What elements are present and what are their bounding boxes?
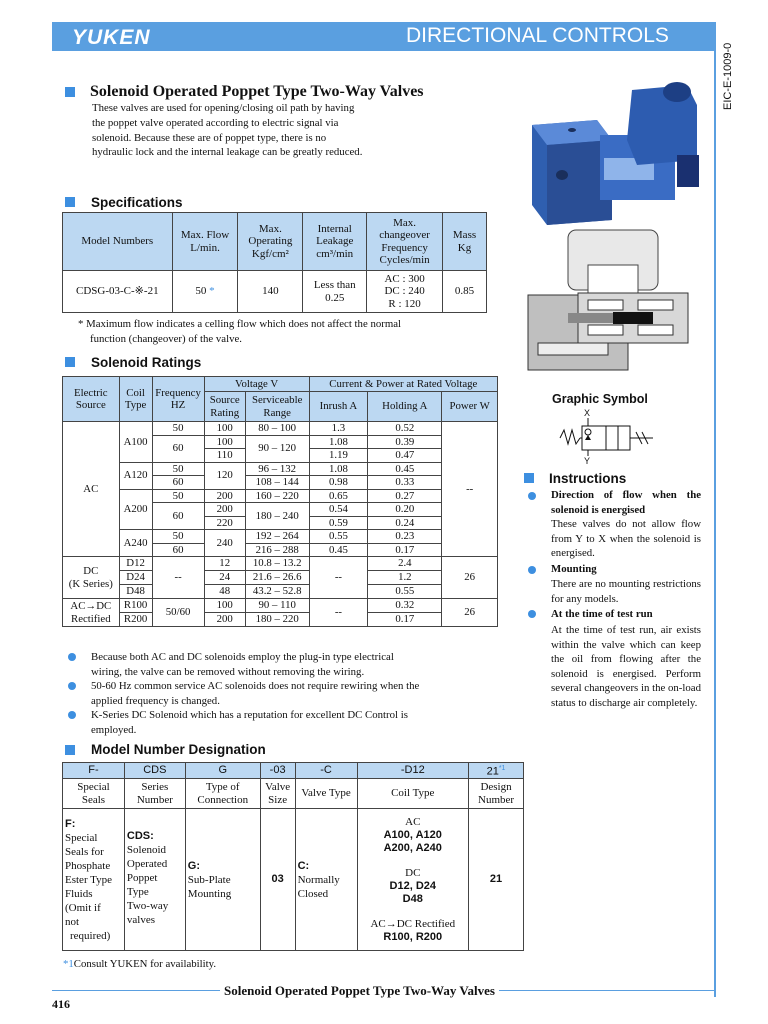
opt-line: Closed xyxy=(297,887,329,900)
instruction-title: At the time of test run xyxy=(551,608,653,620)
rt-coil: D24 xyxy=(119,571,152,585)
note-text: Consult YUKEN for availability. xyxy=(73,958,217,970)
bullet-dot xyxy=(68,682,76,690)
rt-cell: 216 – 288 xyxy=(245,543,309,557)
rt-cell: 1.3 xyxy=(309,422,368,436)
design-cell: 21 xyxy=(469,809,524,951)
rt-cell: 200 xyxy=(204,613,245,627)
right-rule xyxy=(714,22,716,997)
series-cell xyxy=(124,809,185,951)
intro-line: solenoid. Because these are of poppet type, there is no xyxy=(92,131,327,144)
rt-acdc xyxy=(63,599,120,627)
label-cell: Design Number xyxy=(469,779,524,809)
opt-line: Special xyxy=(65,831,98,844)
type-cell xyxy=(295,809,357,951)
coil-cell xyxy=(357,809,469,951)
rt-cell: 240 xyxy=(204,530,245,557)
opt-line: Sub-Plate xyxy=(187,873,231,886)
intro-text xyxy=(92,101,437,160)
opt-line: G: xyxy=(187,859,201,872)
port-y-label: Y xyxy=(584,456,591,466)
dc-label: (K Series) xyxy=(68,577,113,590)
leak-line: Less than xyxy=(313,279,356,291)
rt-cell: -- xyxy=(152,557,204,599)
rt-cell: 192 – 264 xyxy=(245,530,309,544)
yuken-logo: YUKEN xyxy=(72,26,151,49)
specifications-table xyxy=(62,212,487,313)
bullet-line: employed. xyxy=(91,723,137,736)
instruction-title: Mounting xyxy=(551,563,597,575)
rt-cell: 0.45 xyxy=(368,462,442,476)
rt-cell: 200 xyxy=(204,489,245,503)
code-cell: -C xyxy=(295,763,357,779)
seals-cell xyxy=(63,809,125,951)
freq-line: AC : 300 xyxy=(384,272,425,285)
code-cell xyxy=(469,763,524,779)
code-text: 21 xyxy=(486,765,499,778)
rt-ac-power: -- xyxy=(442,422,498,557)
opt-line: Phosphate xyxy=(65,859,111,872)
opt-line: C: xyxy=(297,859,310,872)
ratings-bullet xyxy=(91,650,501,679)
rt-cell: 1.08 xyxy=(309,435,368,449)
leak-line: 0.25 xyxy=(325,291,345,304)
valve-photo xyxy=(512,80,712,230)
opt-line: valves xyxy=(126,914,156,927)
acdc-label: AC→DC xyxy=(70,600,112,612)
rt-cell: 0.65 xyxy=(309,489,368,503)
spec-mass: 0.85 xyxy=(443,271,487,313)
rt-cell: 0.54 xyxy=(309,503,368,517)
section-title: DIRECTIONAL CONTROLS xyxy=(406,24,669,47)
connection-cell xyxy=(185,809,260,951)
note-line: function (changeover) of the valve. xyxy=(90,332,242,345)
rt-cell: 220 xyxy=(204,516,245,530)
model-heading: Model Number Designation xyxy=(91,742,266,757)
bullet-dot xyxy=(68,653,76,661)
spec-pressure: 140 xyxy=(238,271,303,313)
rt-cell: 1.2 xyxy=(368,571,442,585)
rt-cell: 100 xyxy=(204,422,245,436)
note-mark: *1 xyxy=(63,958,74,970)
doc-code: EIC-E-1009-0 xyxy=(722,42,734,110)
bullet-dot xyxy=(528,610,536,618)
rt-cell: 90 – 120 xyxy=(245,435,309,462)
rt-cell: 50 xyxy=(152,530,204,544)
spec-leak xyxy=(303,271,367,313)
ratings-table xyxy=(62,376,498,627)
ratings-bullet xyxy=(91,708,501,737)
rt-cell: 0.59 xyxy=(309,516,368,530)
bullet-line: Because both AC and DC solenoids employ the plug-in type electrical xyxy=(91,651,394,663)
rt-cell: 60 xyxy=(152,476,204,490)
rt-cell: 24 xyxy=(204,571,245,585)
port-x-label: X xyxy=(584,408,591,418)
rt-header: Voltage V xyxy=(204,377,309,392)
rt-coil: A100 xyxy=(119,422,152,463)
opt-line: AC xyxy=(405,815,421,828)
rt-cell: 108 – 144 xyxy=(245,476,309,490)
opt-line: not xyxy=(65,915,80,928)
code-sup: *1 xyxy=(498,765,506,772)
spec-header: Max. Operating Kgf/cm² xyxy=(238,213,303,271)
rt-cell: 60 xyxy=(152,435,204,462)
intro-line: These valves are used for opening/closing oil path by having xyxy=(92,102,355,114)
bullet-square xyxy=(65,357,75,367)
spec-header: Mass Kg xyxy=(443,213,487,271)
label-cell: Type of Connection xyxy=(185,779,260,809)
bullet-square xyxy=(65,197,75,207)
rt-cell: 10.8 – 13.2 xyxy=(245,557,309,571)
rt-cell: 26 xyxy=(442,599,498,627)
opt-line: DC xyxy=(405,866,421,879)
rt-header: Coil Type xyxy=(119,377,152,422)
model-table xyxy=(62,762,524,951)
rt-cell: 160 – 220 xyxy=(245,489,309,503)
opt-line: D48 xyxy=(402,892,423,905)
bullet-line: applied frequency is changed. xyxy=(91,694,220,707)
rt-cell: 48 xyxy=(204,585,245,599)
intro-line: the poppet valve operated according to electric signal via xyxy=(92,116,339,129)
rt-cell: 43.2 – 52.8 xyxy=(245,585,309,599)
rt-coil: R100 xyxy=(119,599,152,613)
rt-cell: 12 xyxy=(204,557,245,571)
graphic-symbol xyxy=(558,418,658,456)
instruction-text: These valves do not allow flow from Y to X when the solenoid is energised. xyxy=(551,518,701,559)
rt-cell: 0.55 xyxy=(368,585,442,599)
rt-cell: 80 – 100 xyxy=(245,422,309,436)
rt-coil: A240 xyxy=(119,530,152,557)
opt-line: Seals for xyxy=(65,845,104,858)
rt-cell: 0.24 xyxy=(368,516,442,530)
opt-line: Fluids xyxy=(65,887,93,900)
rt-cell: 90 – 110 xyxy=(245,599,309,613)
bullet-line: 50-60 Hz common service AC solenoids does not require rewiring when the xyxy=(91,680,420,692)
rt-cell: 110 xyxy=(204,449,245,463)
rt-header: Holding A xyxy=(368,392,442,422)
spec-header: Internal Leakage cm³/min xyxy=(303,213,367,271)
instructions-heading: Instructions xyxy=(549,471,627,486)
bullet-square xyxy=(65,745,75,755)
rt-cell: 180 – 220 xyxy=(245,613,309,627)
rt-header: Inrush A xyxy=(309,392,368,422)
opt-line: AC→DC Rectified xyxy=(370,917,456,930)
page-number: 416 xyxy=(52,997,70,1011)
rt-cell: 60 xyxy=(152,503,204,530)
bullet-dot xyxy=(528,492,536,500)
rt-coil: A200 xyxy=(119,489,152,530)
opt-line: Ester Type xyxy=(65,873,112,886)
rt-header: Power W xyxy=(442,392,498,422)
opt-line: F: xyxy=(65,817,76,830)
instruction-text: At the time of test run, air exists within the valve which can keep the oil from flowing after the solenoid is energised. Perform several changeovers in the on-load status to discharge air completely. xyxy=(551,624,701,709)
code-cell: G xyxy=(185,763,260,779)
opt-line: CDS: xyxy=(126,830,154,843)
rt-cell: 120 xyxy=(204,462,245,489)
ratings-bullet xyxy=(91,679,501,708)
spec-header: Max. Flow L/min. xyxy=(172,213,238,271)
opt-line: Mounting xyxy=(187,887,232,900)
opt-line: A200, A240 xyxy=(383,841,442,854)
spec-model: CDSG-03-C-※-21 xyxy=(63,271,173,313)
rt-cell: 0.23 xyxy=(368,530,442,544)
rt-header: Serviceable Range xyxy=(245,392,309,422)
dc-label: DC xyxy=(83,565,99,577)
specifications-heading: Specifications xyxy=(91,195,183,210)
size-cell: 03 xyxy=(260,809,295,951)
spec-header: Model Numbers xyxy=(63,213,173,271)
code-cell: -D12 xyxy=(357,763,469,779)
rt-ac: AC xyxy=(63,422,120,557)
rt-header: Frequency HZ xyxy=(152,377,204,422)
label-cell: Series Number xyxy=(124,779,185,809)
graphic-heading: Graphic Symbol xyxy=(552,392,648,406)
rt-header: Current & Power at Rated Voltage xyxy=(309,377,497,392)
rt-cell: 50 xyxy=(152,489,204,503)
spec-freq xyxy=(367,271,443,313)
bullet-line: K-Series DC Solenoid which has a reputation for excellent DC Control is xyxy=(91,709,408,721)
rt-cell: 1.19 xyxy=(309,449,368,463)
rt-cell: -- xyxy=(309,599,368,627)
bullet-square xyxy=(524,473,534,483)
opt-line: (Omit if xyxy=(65,901,101,914)
label-cell: Valve Size xyxy=(260,779,295,809)
rt-cell: -- xyxy=(309,557,368,599)
opt-line: Type xyxy=(126,886,149,899)
freq-line: R : 120 xyxy=(388,297,421,310)
freq-line: DC : 240 xyxy=(384,285,425,298)
opt-line: R100, R200 xyxy=(383,930,443,943)
cross-section-drawing xyxy=(518,225,706,375)
rt-dc xyxy=(63,557,120,599)
rt-cell: 180 – 240 xyxy=(245,503,309,530)
rt-header: Source Rating xyxy=(204,392,245,422)
ratings-heading: Solenoid Ratings xyxy=(91,355,202,370)
label-cell: Coil Type xyxy=(357,779,469,809)
opt-line: Normally xyxy=(297,873,340,886)
spec-header: Max. changeover Frequency Cycles/min xyxy=(367,213,443,271)
instruction-title: Direction of flow when the solenoid is energised xyxy=(551,489,701,516)
opt-line: D12, D24 xyxy=(389,879,437,892)
flow-mark: * xyxy=(209,285,215,298)
label-cell: Valve Type xyxy=(295,779,357,809)
model-note xyxy=(63,957,216,972)
bullet-line: wiring, the valve can be removed without removing the wiring. xyxy=(91,665,365,678)
rt-cell: 21.6 – 26.6 xyxy=(245,571,309,585)
opt-line: Operated xyxy=(126,858,168,871)
spec-note xyxy=(78,317,498,346)
rt-coil: R200 xyxy=(119,613,152,627)
spec-flow xyxy=(172,271,238,313)
rt-cell: 200 xyxy=(204,503,245,517)
rt-cell: 0.17 xyxy=(368,543,442,557)
rt-cell: 50 xyxy=(152,422,204,436)
rt-cell: 26 xyxy=(442,557,498,599)
note-line: * Maximum flow indicates a celling flow which does not affect the normal xyxy=(78,318,402,330)
rt-cell: 0.47 xyxy=(368,449,442,463)
bullet-dot xyxy=(68,711,76,719)
acdc-label: Rectified xyxy=(71,612,111,625)
bullet-square xyxy=(65,87,75,97)
rt-cell: 50/60 xyxy=(152,599,204,627)
rt-cell: 1.08 xyxy=(309,462,368,476)
rt-cell: 50 xyxy=(152,462,204,476)
opt-line: Solenoid xyxy=(126,844,167,857)
rt-cell: 0.98 xyxy=(309,476,368,490)
rt-cell: 0.17 xyxy=(368,613,442,627)
bullet-dot xyxy=(528,566,536,574)
rt-cell: 0.55 xyxy=(309,530,368,544)
rt-cell: 96 – 132 xyxy=(245,462,309,476)
rt-cell: 0.27 xyxy=(368,489,442,503)
code-cell: -03 xyxy=(260,763,295,779)
footer-title: Solenoid Operated Poppet Type Two-Way Valves xyxy=(220,983,499,999)
rt-coil: D12 xyxy=(119,557,152,571)
rt-cell: 2.4 xyxy=(368,557,442,571)
rt-cell: 0.39 xyxy=(368,435,442,449)
flow-value: 50 xyxy=(195,285,207,298)
rt-cell: 0.52 xyxy=(368,422,442,436)
opt-line: A100, A120 xyxy=(383,828,442,841)
rt-cell: 0.20 xyxy=(368,503,442,517)
rt-cell: 100 xyxy=(204,435,245,449)
rt-cell: 0.45 xyxy=(309,543,368,557)
rt-coil: D48 xyxy=(119,585,152,599)
opt-line: required) xyxy=(70,929,111,942)
intro-line: hydraulic lock and the internal leakage can be greatly reduced. xyxy=(92,146,363,159)
code-cell: F- xyxy=(63,763,125,779)
rt-cell: 0.32 xyxy=(368,599,442,613)
page-heading: Solenoid Operated Poppet Type Two-Way Valves xyxy=(90,83,424,100)
rt-cell: 0.33 xyxy=(368,476,442,490)
rt-cell: 60 xyxy=(152,543,204,557)
opt-line: Two-way xyxy=(126,900,169,913)
rt-coil: A120 xyxy=(119,462,152,489)
instruction-text: There are no mounting restrictions for any models. xyxy=(551,578,701,605)
rt-header: Electric Source xyxy=(63,377,120,422)
label-cell: Special Seals xyxy=(63,779,125,809)
code-cell: CDS xyxy=(124,763,185,779)
rt-cell: 100 xyxy=(204,599,245,613)
opt-line: Poppet xyxy=(126,872,158,885)
